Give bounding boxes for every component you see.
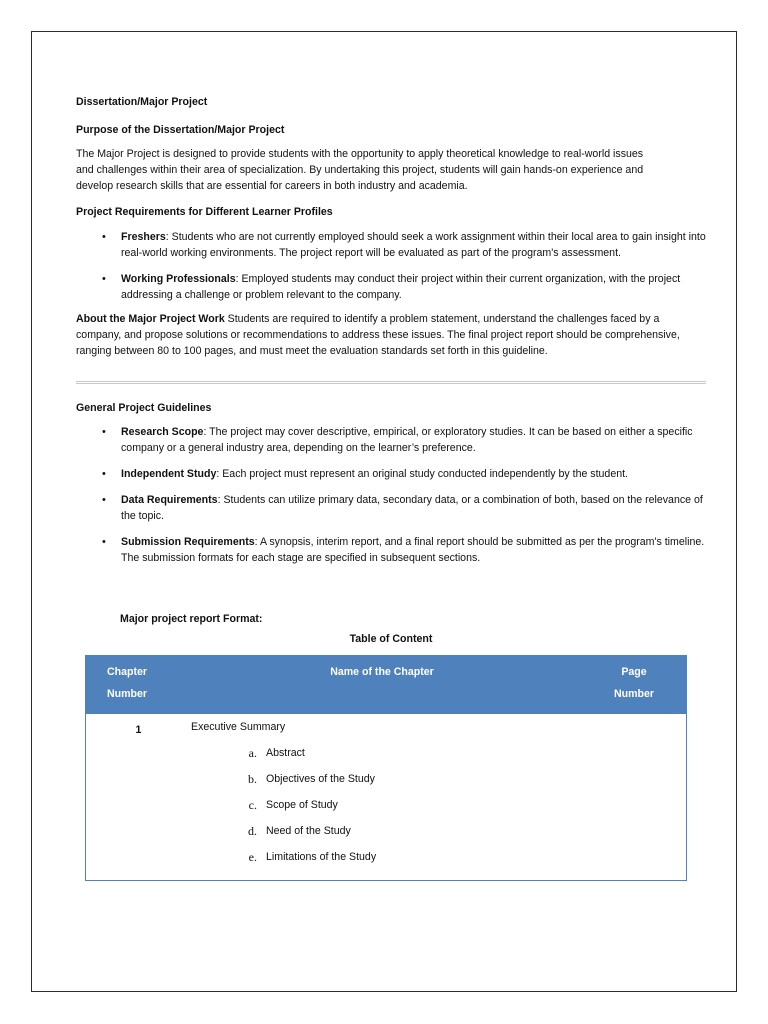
toc-header-row	[86, 656, 686, 714]
purpose-line-1: The Major Project is designed to provide students with the opportunity to apply theoretical knowledge to real-world issues	[76, 148, 644, 160]
sub-item-letter: a.	[248, 746, 257, 760]
requirements-list	[102, 229, 706, 303]
bullet-label: Data Requirements	[121, 494, 218, 506]
bullet-icon: •	[102, 426, 106, 438]
purpose-line-2: and challenges within their area of specialization. By undertaking this project, students will gain hands-on experience and	[76, 164, 644, 176]
bullet-text: : Employed students may conduct their project within their current organization, with the project addressing a challenge or problem relevant to the company.	[121, 273, 681, 301]
toc-header-page-number: Page Number	[613, 666, 655, 700]
bullet-icon: •	[102, 273, 106, 285]
guidelines-list	[102, 424, 706, 566]
list-item	[102, 492, 706, 524]
sub-item-text: Abstract	[266, 747, 305, 759]
purpose-paragraph	[76, 146, 706, 194]
bullet-text: : The project may cover descriptive, empirical, or exploratory studies. It can be based on either a specific company or a general industry area, depending on the learner’s preference.	[121, 426, 693, 454]
list-item	[102, 466, 706, 482]
table-row	[86, 796, 686, 822]
about-paragraph	[76, 311, 706, 359]
bullet-icon: •	[102, 231, 106, 243]
bullet-text: : A synopsis, interim report, and a final report should be submitted as per the program's timeline. The submission formats for each stage are specified in subsequent sections.	[121, 536, 705, 564]
toc-body	[86, 714, 686, 880]
list-item	[102, 534, 706, 566]
sub-item-text: Scope of Study	[266, 799, 338, 811]
purpose-heading: Purpose of the Dissertation/Major Project	[76, 124, 285, 136]
bullet-text: : Students can utilize primary data, secondary data, or a combination of both, based on the relevance of the topic.	[121, 494, 703, 522]
toc-table	[85, 655, 687, 881]
list-item	[102, 271, 706, 303]
list-item	[102, 424, 706, 456]
toc-title: Table of Content	[349, 633, 433, 645]
document-page	[31, 31, 737, 992]
bullet-text: : Students who are not currently employed should seek a work assignment within their local area to gain insight into real-world working environments. The project report will be evaluated as part of the program's assessment.	[121, 231, 706, 259]
sub-item-text: Objectives of the Study	[266, 773, 375, 785]
bullet-label: Freshers	[121, 231, 166, 243]
table-row	[86, 744, 686, 770]
bullet-label: Working Professionals	[121, 273, 236, 285]
table-row	[86, 718, 686, 744]
bullet-label: Independent Study	[121, 468, 217, 480]
document-title: Dissertation/Major Project	[76, 96, 208, 108]
toc-header-chapter-number: Chapter Number	[107, 666, 148, 700]
sub-item-letter: b.	[248, 772, 257, 786]
sub-item-text: Need of the Study	[266, 825, 351, 837]
about-text: Students are required to identify a problem statement, understand the challenges faced by a company, and propose solutions or recommendations to address these issues. The final project report should be comprehensive, ranging between 80 to 100 pages, and must meet the evaluation standards set forth in this guideline.	[76, 313, 680, 357]
about-label: About the Major Project Work	[76, 313, 225, 325]
sub-item-letter: c.	[248, 798, 257, 812]
format-title: Major project report Format:	[120, 613, 263, 625]
bullet-text: : Each project must represent an original study conducted independently by the student.	[216, 468, 628, 480]
sub-item-text: Limitations of the Study	[266, 851, 377, 863]
bullet-icon: •	[102, 536, 106, 548]
section-divider	[76, 381, 706, 384]
list-item	[102, 229, 706, 261]
bullet-label: Research Scope	[121, 426, 204, 438]
toc-header-chapter-name: Name of the Chapter	[330, 666, 434, 678]
table-row	[86, 770, 686, 796]
table-row	[86, 822, 686, 848]
table-row	[86, 848, 686, 874]
requirements-heading: Project Requirements for Different Learner Profiles	[76, 206, 333, 218]
purpose-line-3: develop research skills that are essential for careers in both industry and academia.	[76, 180, 468, 192]
sub-item-letter: e.	[248, 850, 257, 864]
bullet-label: Submission Requirements	[121, 536, 255, 548]
chapter-name: Executive Summary	[191, 721, 286, 733]
bullet-icon: •	[102, 468, 106, 480]
bullet-icon: •	[102, 494, 106, 506]
sub-item-letter: d.	[248, 824, 257, 838]
guidelines-heading: General Project Guidelines	[76, 402, 212, 414]
document-content	[76, 94, 706, 881]
chapter-number: 1	[135, 724, 142, 736]
